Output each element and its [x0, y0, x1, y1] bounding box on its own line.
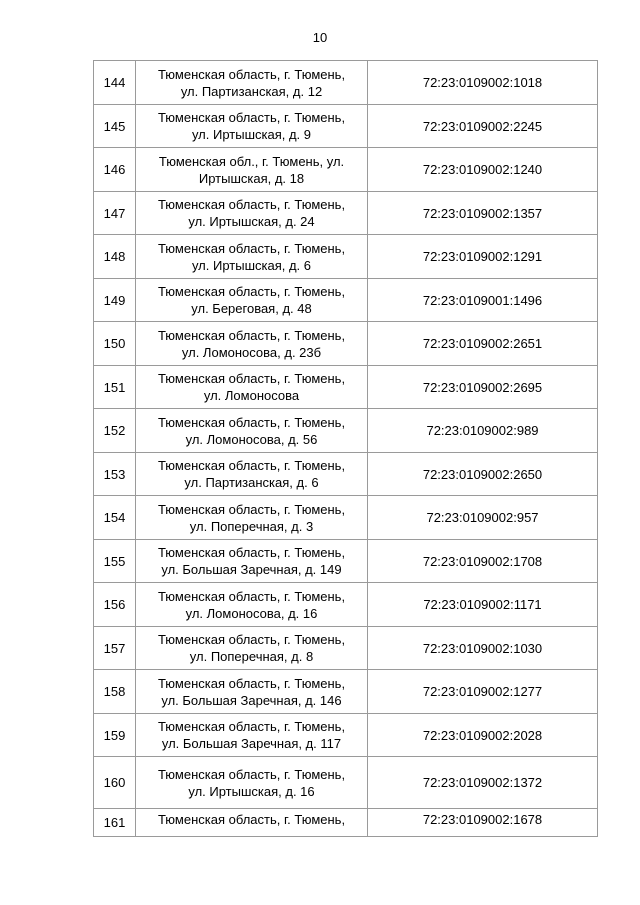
table-row — [94, 192, 598, 235]
address-line: Тюменская область, г. Тюмень, — [157, 545, 346, 560]
address-line: Тюменская область, г. Тюмень, — [157, 371, 346, 386]
cadastral-number: 72:23:0109002:957 — [368, 496, 598, 540]
address-line: Тюменская область, г. Тюмень, — [157, 110, 346, 125]
table-row — [94, 757, 598, 809]
address-line: Иртышская, д. 18 — [198, 170, 305, 186]
address-cell — [136, 540, 368, 583]
cadastral-number: 72:23:0109002:2695 — [368, 366, 598, 409]
row-number: 159 — [94, 714, 136, 757]
cadastral-number: 72:23:0109002:2245 — [368, 105, 598, 148]
cadastral-number: 72:23:0109002:1678 — [368, 809, 598, 837]
address-line: ул. Ломоносова — [203, 388, 300, 403]
address-line: Тюменская область, г. Тюмень, — [157, 501, 346, 517]
address-cell — [136, 148, 368, 192]
cadastral-number: 72:23:0109001:1496 — [368, 279, 598, 322]
cadastral-number: 72:23:0109002:1291 — [368, 235, 598, 279]
address-cell — [136, 583, 368, 627]
cadastral-number: 72:23:0109002:1372 — [368, 757, 598, 809]
address-line: Тюменская обл., г. Тюмень, ул. — [158, 153, 345, 169]
address-line: Тюменская область, г. Тюмень, — [157, 66, 346, 82]
cadastral-number: 72:23:0109002:1708 — [368, 540, 598, 583]
address-line: ул. Поперечная, д. 8 — [189, 649, 314, 664]
address-cell — [136, 409, 368, 453]
address-cell — [136, 61, 368, 105]
table-body — [94, 61, 598, 837]
address-cell — [136, 670, 368, 714]
table-row — [94, 61, 598, 105]
table-row — [94, 453, 598, 496]
address-line: Тюменская область, г. Тюмень, — [157, 197, 346, 212]
address-line: Тюменская область, г. Тюмень, — [157, 719, 346, 734]
cadastral-number: 72:23:0109002:1030 — [368, 627, 598, 670]
address-line: Тюменская область, г. Тюмень, — [157, 766, 346, 782]
address-line: ул. Ломоносова, д. 23б — [181, 344, 322, 360]
table-row — [94, 540, 598, 583]
table-row — [94, 148, 598, 192]
property-registry-table — [93, 60, 598, 837]
address-cell — [136, 105, 368, 148]
address-line: ул. Поперечная, д. 3 — [189, 518, 314, 534]
table-row — [94, 279, 598, 322]
address-cell — [136, 192, 368, 235]
address-cell — [136, 322, 368, 366]
table-row — [94, 809, 598, 837]
row-number: 161 — [94, 809, 136, 837]
address-cell — [136, 279, 368, 322]
row-number: 155 — [94, 540, 136, 583]
table-row — [94, 322, 598, 366]
address-line: Тюменская область, г. Тюмень, — [157, 414, 346, 430]
row-number: 146 — [94, 148, 136, 192]
address-line: ул. Иртышская, д. 9 — [191, 127, 312, 142]
table-row — [94, 409, 598, 453]
address-cell — [136, 809, 368, 837]
address-line: Тюменская область, г. Тюмень, — [157, 675, 346, 691]
address-cell — [136, 496, 368, 540]
row-number: 151 — [94, 366, 136, 409]
table-row — [94, 714, 598, 757]
row-number: 160 — [94, 757, 136, 809]
row-number: 148 — [94, 235, 136, 279]
table-row — [94, 670, 598, 714]
address-line: Тюменская область, г. Тюмень, — [157, 327, 346, 343]
address-line: ул. Ломоносова, д. 56 — [185, 431, 318, 447]
table-row — [94, 583, 598, 627]
address-line: ул. Большая Заречная, д. 149 — [161, 562, 342, 577]
row-number: 149 — [94, 279, 136, 322]
address-cell — [136, 714, 368, 757]
address-cell — [136, 757, 368, 809]
address-line: ул. Иртышская, д. 16 — [188, 783, 315, 799]
address-line: ул. Большая Заречная, д. 117 — [161, 736, 342, 751]
address-line: ул. Большая Заречная, д. 146 — [161, 692, 342, 708]
table-row — [94, 105, 598, 148]
cadastral-number: 72:23:0109002:2028 — [368, 714, 598, 757]
address-line: ул. Партизанская, д. 6 — [184, 475, 319, 490]
table-row — [94, 235, 598, 279]
address-cell — [136, 366, 368, 409]
cadastral-number: 72:23:0109002:1018 — [368, 61, 598, 105]
cadastral-number: 72:23:0109002:989 — [368, 409, 598, 453]
row-number: 150 — [94, 322, 136, 366]
page-number: 10 — [312, 30, 328, 45]
row-number: 157 — [94, 627, 136, 670]
address-line: ул. Иртышская, д. 24 — [188, 214, 315, 229]
table-row — [94, 366, 598, 409]
table-row — [94, 496, 598, 540]
cadastral-number: 72:23:0109002:1357 — [368, 192, 598, 235]
cadastral-number: 72:23:0109002:2651 — [368, 322, 598, 366]
address-line: ул. Иртышская, д. 6 — [191, 257, 312, 273]
address-line: Тюменская область, г. Тюмень, — [157, 240, 346, 256]
row-number: 158 — [94, 670, 136, 714]
row-number: 153 — [94, 453, 136, 496]
address-line: ул. Береговая, д. 48 — [191, 301, 312, 316]
row-number: 147 — [94, 192, 136, 235]
row-number: 156 — [94, 583, 136, 627]
row-number: 145 — [94, 105, 136, 148]
address-line: Тюменская область, г. Тюмень, — [157, 284, 346, 299]
address-line: ул. Ломоносова, д. 16 — [185, 605, 318, 621]
address-cell — [136, 627, 368, 670]
address-cell — [136, 453, 368, 496]
address-line: Тюменская область, г. Тюмень, — [157, 588, 346, 604]
row-number: 144 — [94, 61, 136, 105]
address-line: Тюменская область, г. Тюмень, — [157, 632, 346, 647]
row-number: 152 — [94, 409, 136, 453]
cadastral-number: 72:23:0109002:1240 — [368, 148, 598, 192]
row-number: 154 — [94, 496, 136, 540]
address-line: Тюменская область, г. Тюмень, — [157, 812, 346, 827]
address-cell — [136, 235, 368, 279]
cadastral-number: 72:23:0109002:2650 — [368, 453, 598, 496]
cadastral-number: 72:23:0109002:1277 — [368, 670, 598, 714]
address-line: ул. Партизанская, д. 12 — [180, 83, 323, 99]
cadastral-number: 72:23:0109002:1171 — [368, 583, 598, 627]
table-row — [94, 627, 598, 670]
address-line: Тюменская область, г. Тюмень, — [157, 458, 346, 473]
